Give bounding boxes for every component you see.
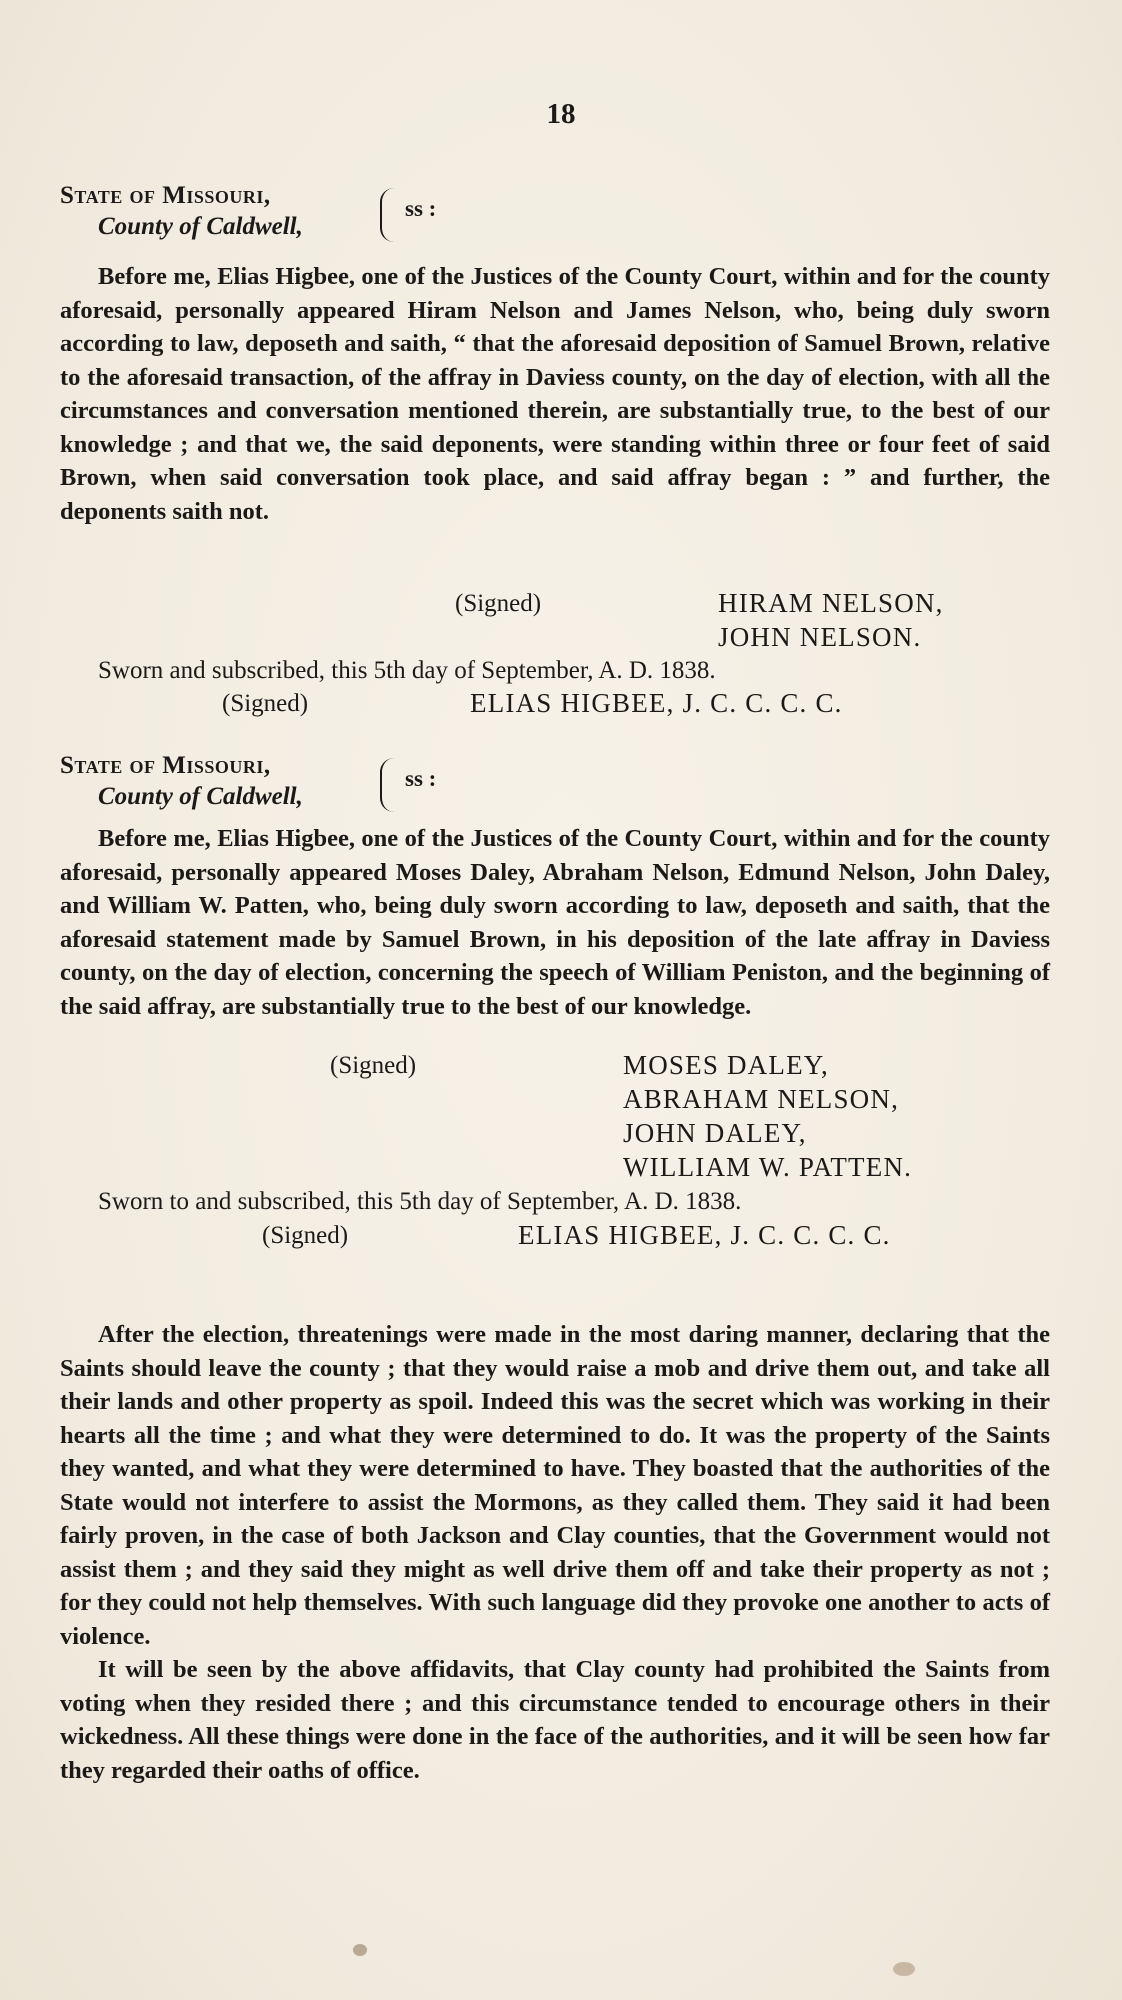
venue-county: County of Caldwell,: [98, 783, 303, 810]
narrative-paragraph-2: It will be seen by the above affidavits, that Clay county had prohibited the Saints from voting when they resided there ; and this circumstance tended to encourage others in their wickedness. All these things were done in the face of the authorities, and it will be seen how far they regarded their oaths of office.: [60, 1656, 1050, 1784]
affidavit-1-signed-label: (Signed): [455, 590, 542, 617]
venue-state: State of Missouri,: [60, 182, 271, 209]
affidavit-2-signatory-3: JOHN DALEY,: [623, 1118, 807, 1148]
affidavit-2-body: [60, 822, 1050, 1023]
affidavit-1-signatory-2: JOHN NELSON.: [718, 622, 922, 652]
affidavit-1-body: [60, 260, 1050, 528]
venue-county: County of Caldwell,: [98, 213, 303, 240]
venue-heading-2: [60, 752, 560, 822]
ink-spot: [893, 1962, 915, 1976]
narrative-block: [60, 1318, 1050, 1787]
affidavit-2-sworn-line: Sworn to and subscribed, this 5th day of September, A. D. 1838.: [98, 1188, 742, 1215]
page-number: 18: [546, 98, 576, 130]
affidavit-2-justice: ELIAS HIGBEE, J. C. C. C. C.: [518, 1220, 891, 1250]
affidavit-1-paragraph: Before me, Elias Higbee, one of the Justices of the County Court, within and for the county aforesaid, personally appeared Hiram Nelson and James Nelson, who, being duly sworn according to law, deposeth and saith, “ that the aforesaid deposition of Samuel Brown, relative to the aforesaid transaction, of the affray in Daviess county, on the day of election, with all the circumstances and conversation mentioned therein, are substantially true, to the best of our knowledge ; and that we, the said deponents, were standing within three or four feet of said Brown, when said conversation took place, and said affray began : ” and further, the deponents saith not.: [60, 263, 1050, 525]
venue-heading-1: [60, 182, 560, 252]
affidavit-1-sworn-line: Sworn and subscribed, this 5th day of September, A. D. 1838.: [98, 657, 716, 684]
brace-mark: [380, 188, 396, 242]
affidavit-2-paragraph: Before me, Elias Higbee, one of the Justices of the County Court, within and for the county aforesaid, personally appeared Moses Daley, Abraham Nelson, Edmund Nelson, John Daley, and William W. Patten, who, being duly sworn according to law, deposeth and saith, that the aforesaid statement made by Samuel Brown, in his deposition of the late affray in Daviess county, on the day of election, concerning the speech of William Peniston, and the beginning of the said affray, are substantially true to the best of our knowledge.: [60, 825, 1050, 1020]
venue-state: State of Missouri,: [60, 752, 271, 779]
affidavit-2-signatory-2: ABRAHAM NELSON,: [623, 1084, 900, 1114]
ink-spot: [353, 1944, 367, 1956]
affidavit-1-justice-signed-label: (Signed): [222, 690, 309, 717]
affidavit-2-signed-label: (Signed): [330, 1052, 417, 1079]
affidavit-2-signatory-1: MOSES DALEY,: [623, 1050, 829, 1080]
affidavit-1-justice: ELIAS HIGBEE, J. C. C. C. C.: [470, 688, 843, 718]
brace-mark: [380, 758, 396, 812]
affidavit-2-signatory-4: WILLIAM W. PATTEN.: [623, 1152, 913, 1182]
narrative-paragraph-1: After the election, threatenings were made in the most daring manner, declaring that the Saints should leave the county ; that they would raise a mob and drive them out, and take all their lands and other property as spoil. Indeed this was the secret which was working in their hearts all the time ; and what they were determined to do. It was the property of the Saints they wanted, and what they were determined to have. They boasted that the authorities of the State would not interfere to assist the Mormons, as they called them. They said it had been fairly proven, in the case of both Jackson and Clay counties, that the Government would not assist them ; and they said they might as well drive them off and take their property as not ; for they could not help themselves. With such language did they provoke one another to acts of violence.: [60, 1321, 1050, 1650]
venue-ss: ss :: [405, 766, 437, 791]
venue-ss: ss :: [405, 196, 437, 221]
affidavit-1-signatory-1: HIRAM NELSON,: [718, 588, 944, 618]
affidavit-2-justice-signed-label: (Signed): [262, 1222, 349, 1249]
